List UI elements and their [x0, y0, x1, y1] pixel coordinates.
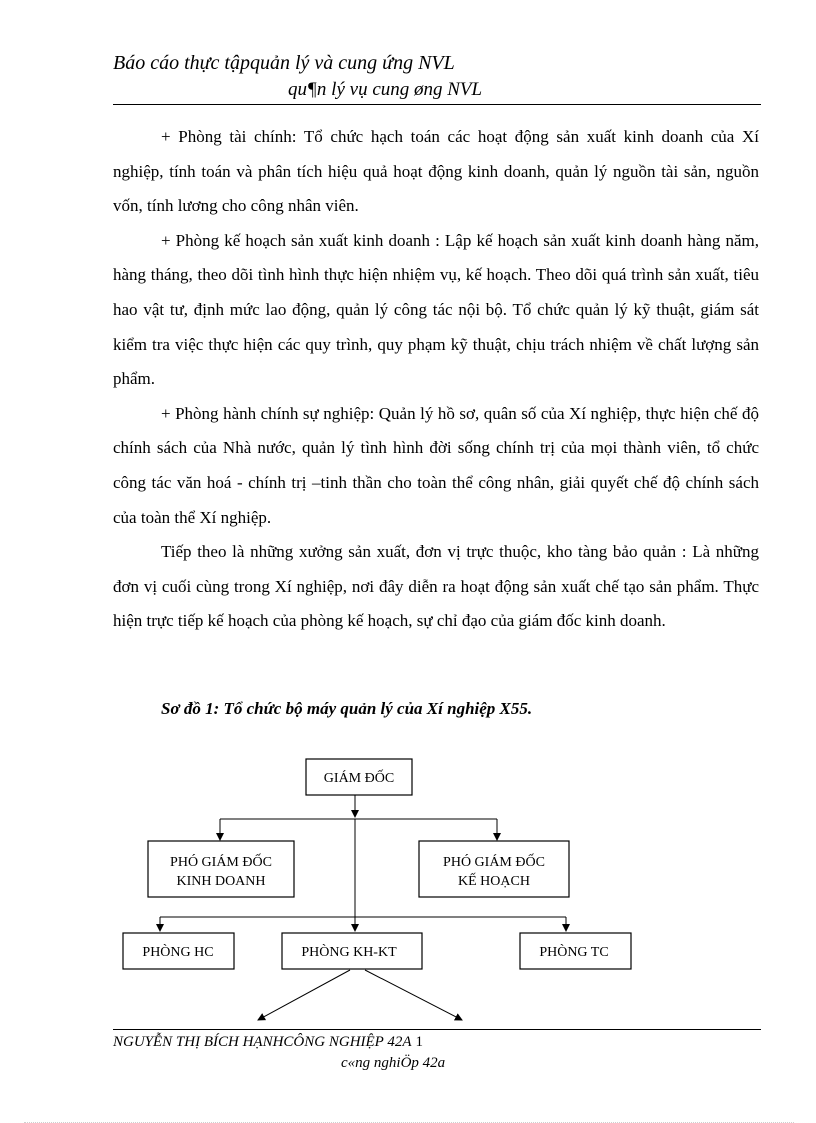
node-deputy-business-label-1: PHÓ GIÁM ĐỐC	[170, 855, 272, 870]
node-deputy-business	[148, 841, 294, 897]
node-deputy-planning	[419, 841, 569, 897]
org-connectors	[160, 795, 566, 1020]
node-deputy-planning-label-1: PHÓ GIÁM ĐỐC	[443, 855, 545, 870]
node-deputy-planning-label-2: KẾ HOẠCH	[458, 874, 530, 889]
node-dept-hc	[123, 933, 234, 969]
footer-class: c«ng nghiÖp 42a	[341, 1055, 446, 1071]
node-dept-khkt-label: PHÒNG KH-KT	[301, 945, 397, 960]
paragraph-admin-dept: + Phòng hành chính sự nghiệp: Quản lý hồ sơ, quân số của Xí nghiệp, thực hiện chế độ chính sách của Nhà nước, quản lý tình hình đời sống chính trị của mọi thành viên, tổ chức công tác văn hoá - chính trị –tinh thần cho toàn thể công nhân, giải quyết chế độ chính sách của toàn thể Xí nghiệp.	[113, 403, 759, 527]
connector-khkt-left	[258, 970, 350, 1020]
node-director-label: GIÁM ĐỐC	[323, 771, 395, 786]
footer-author-text: NGUYỄN THỊ BÍCH HẠNHCÔNG NGHIỆP 42A	[113, 1034, 412, 1050]
paragraph-finance-dept: + Phòng tài chính: Tổ chức hạch toán các hoạt động sản xuất kinh doanh của Xí nghiệp, tính toán và phân tích hiệu quả hoạt động kinh doanh, quản lý nguồn tài sản, nguồn vốn, tính lương cho công nhân viên.	[113, 127, 759, 216]
node-dept-tc	[520, 933, 631, 969]
paragraph-planning-dept: + Phòng kế hoạch sản xuất kinh doanh : Lập kế hoạch sản xuất kinh doanh hàng năm, hàng tháng, theo dõi tình hình thực hiện nhiệm vụ, kế hoạch. Theo dõi quá trình sản xuất, tiêu hao vật tư, định mức lao động, quản lý công tác nội bộ. Tổ chức quản lý kỹ thuật, giám sát kiểm tra việc thực hiện các quy trình, quy phạm kỹ thuật, chịu trách nhiệm về chất lượng sản phẩm.	[113, 230, 759, 389]
footer-author	[113, 1034, 423, 1051]
node-deputy-business-label-2: KINH DOANH	[176, 874, 266, 889]
header-subtitle: qu¶n lý vụ cung øng NVL	[288, 79, 483, 100]
header-title: Báo cáo thực tậpquản lý và cung ứng NVL	[113, 52, 455, 74]
footer-rule	[113, 1029, 761, 1030]
node-director	[306, 759, 412, 795]
node-dept-hc-label: PHÒNG HC	[142, 945, 214, 960]
figure-title: Sơ đồ 1: Tổ chức bộ máy quản lý của Xí nghiệp X55.	[161, 699, 533, 718]
node-dept-khkt	[282, 933, 422, 969]
page-number: 1	[415, 1034, 423, 1050]
connector-khkt-right	[365, 970, 462, 1020]
paragraph-workshops: Tiếp theo là những xưởng sản xuất, đơn vị trực thuộc, kho tàng bảo quản : Là những đơn vị cuối cùng trong Xí nghiệp, nơi đây diễn ra hoạt động sản xuất chế tạo sản phẩm. Thực hiện trực tiếp kế hoạch của phòng kế hoạch, sự chỉ đạo của giám đốc kinh doanh.	[113, 542, 759, 631]
node-dept-tc-label: PHÒNG TC	[539, 945, 609, 960]
